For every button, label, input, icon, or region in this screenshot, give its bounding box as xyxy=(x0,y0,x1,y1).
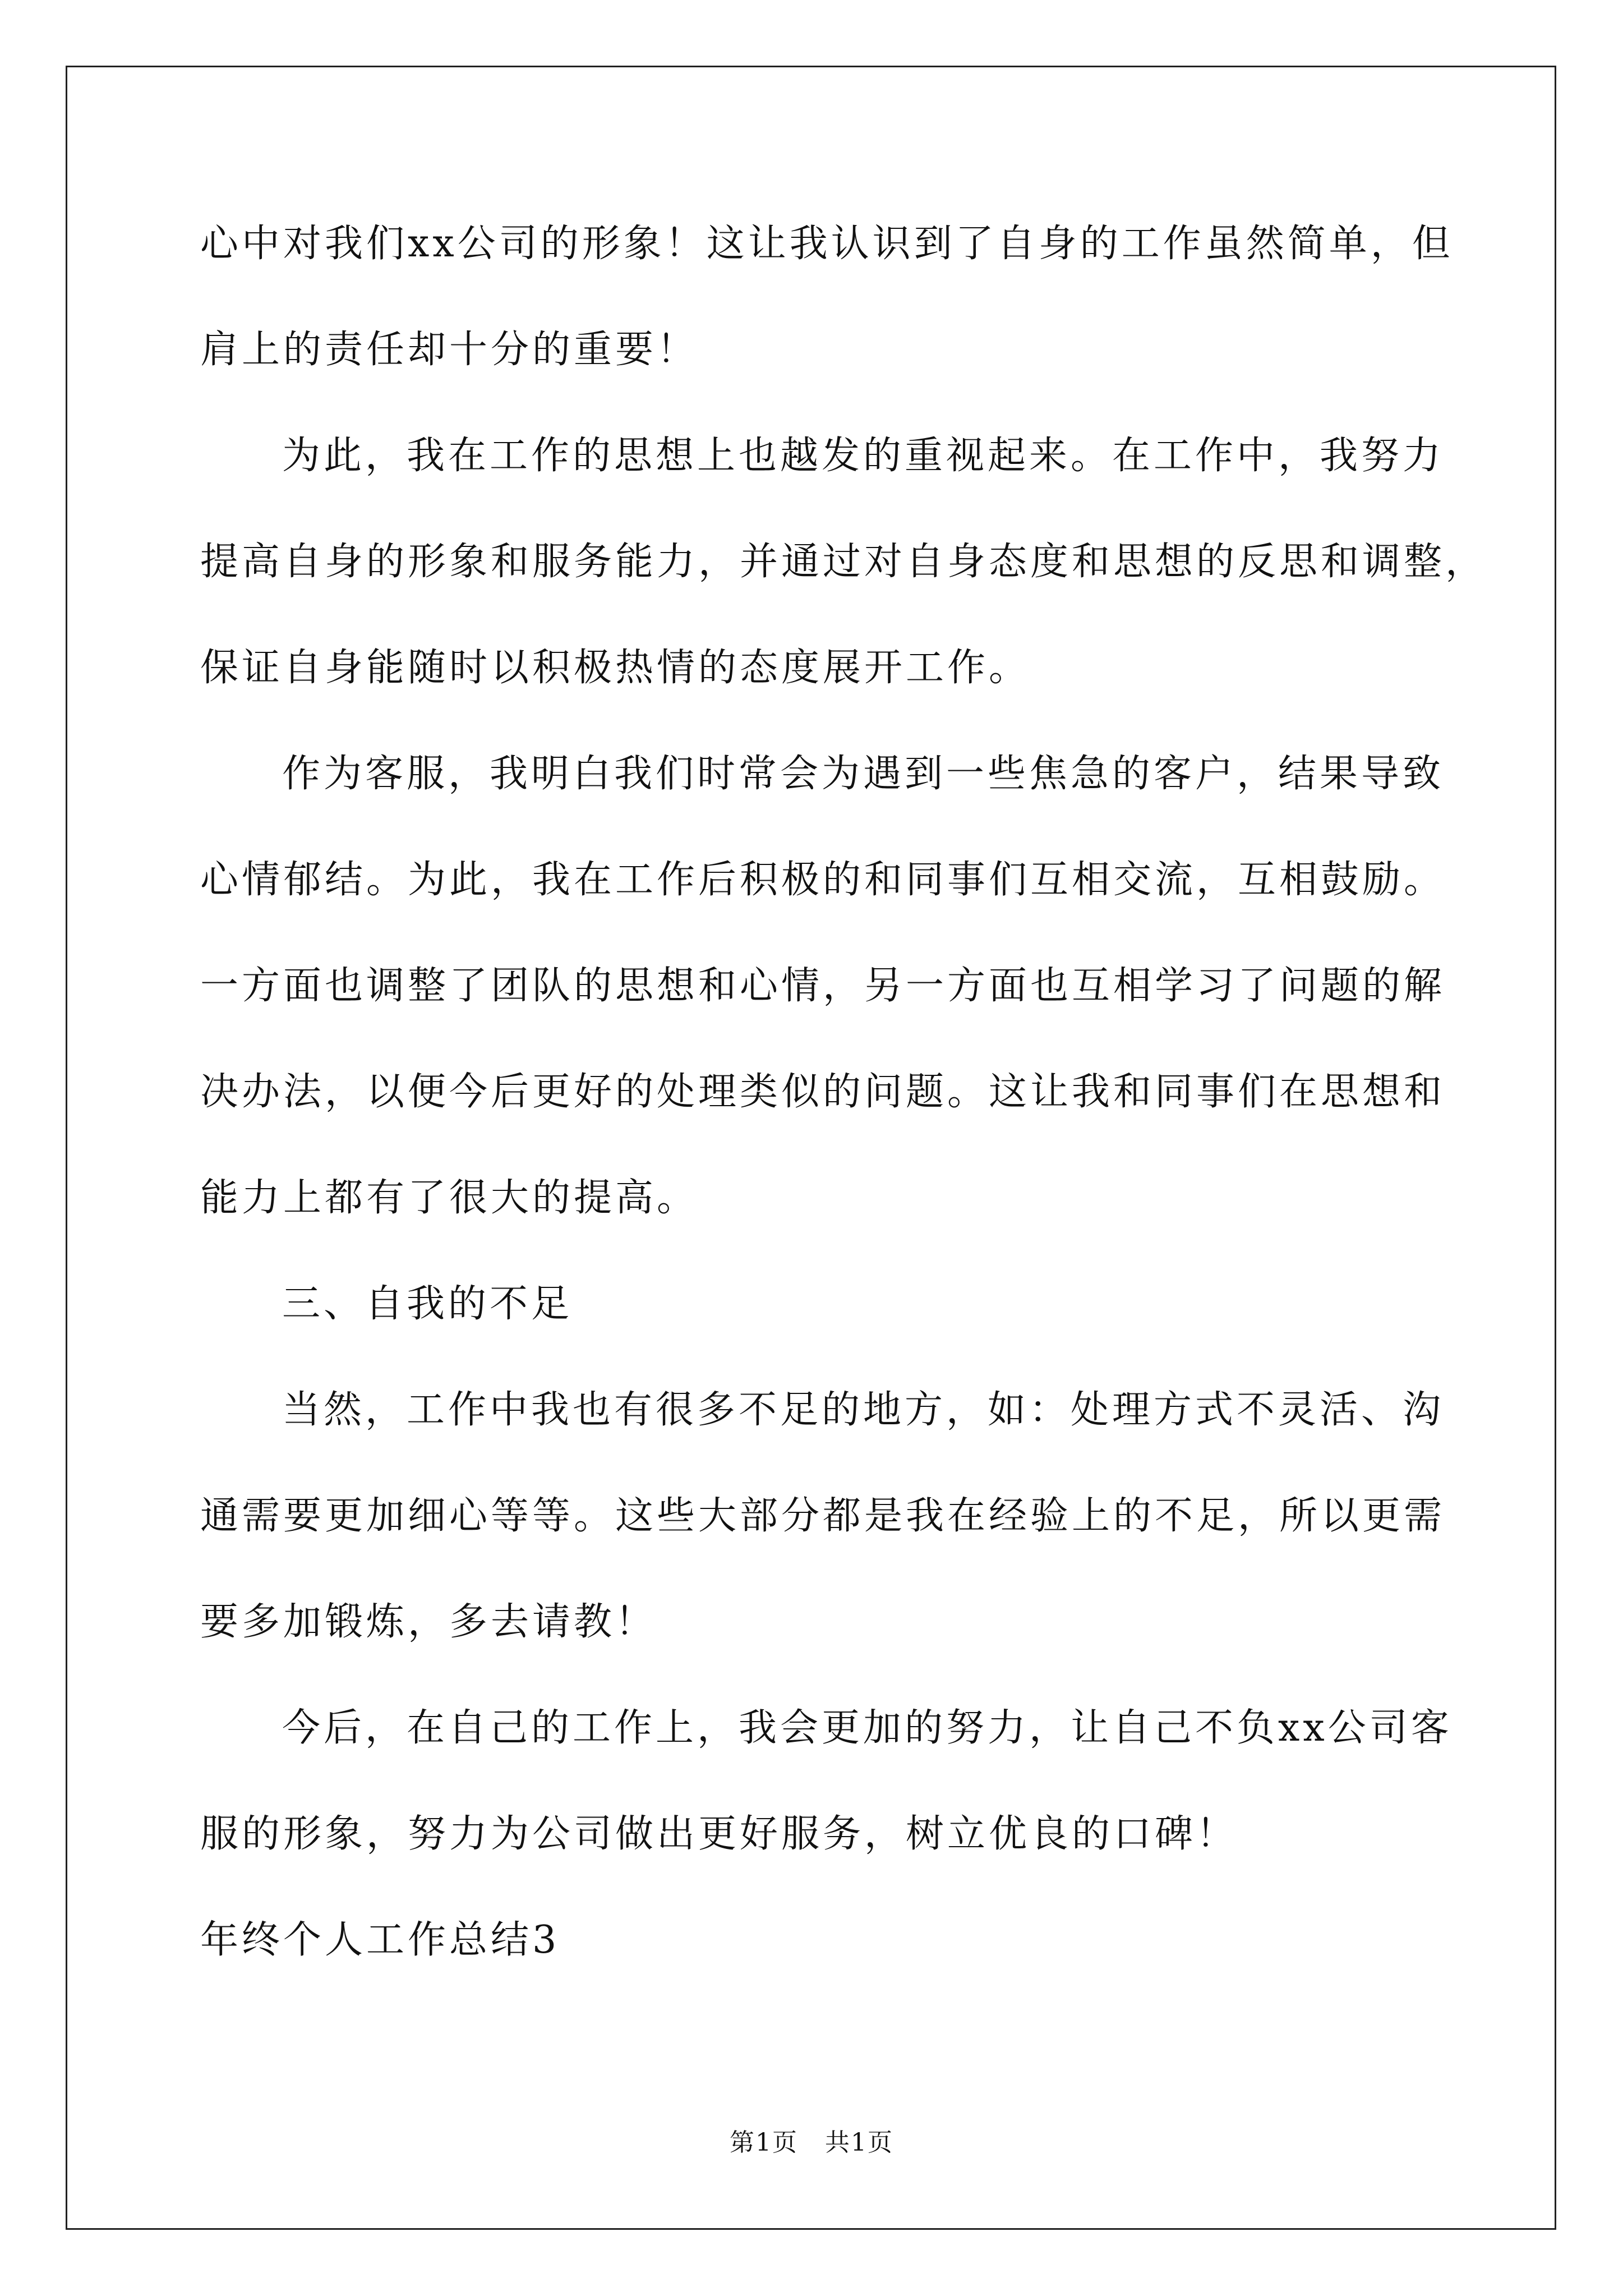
text-line: 为此，我在工作的思想上也越发的重视起来。在工作中，我努力 xyxy=(282,434,1445,478)
text-line: 心中对我们xx公司的形象！这让我认识到了自身的工作虽然简单，但 xyxy=(200,222,1454,266)
text-line: 要多加锻炼，多去请教！ xyxy=(200,1600,657,1644)
page-border xyxy=(66,66,1556,2230)
text-line: 提高自身的形象和服务能力，并通过对自身态度和思想的反思和调整， xyxy=(200,540,1487,584)
text-line: 能力上都有了很大的提高。 xyxy=(200,1176,699,1220)
text-line: 一方面也调整了团队的思想和心情，另一方面也互相学习了问题的解 xyxy=(200,964,1446,1008)
text-line: 决办法，以便今后更好的处理类似的问题。这让我和同事们在思想和 xyxy=(200,1070,1446,1114)
section-heading: 三、自我的不足 xyxy=(282,1282,573,1326)
text-line: 作为客服，我明白我们时常会为遇到一些焦急的客户，结果导致 xyxy=(282,752,1445,796)
text-line: 通需要更加细心等等。这些大部分都是我在经验上的不足，所以更需 xyxy=(200,1494,1446,1538)
text-line: 保证自身能随时以积极热情的态度展开工作。 xyxy=(200,646,1031,690)
page-number-footer: 第1页 共1页 xyxy=(730,2128,893,2157)
text-line: 心情郁结。为此，我在工作后积极的和同事们互相交流，互相鼓励。 xyxy=(200,858,1446,902)
text-line: 当然，工作中我也有很多不足的地方，如：处理方式不灵活、沟 xyxy=(282,1388,1445,1432)
text-line: 服的形象，努力为公司做出更好服务，树立优良的口碑！ xyxy=(200,1812,1238,1856)
text-line: 今后，在自己的工作上，我会更加的努力，让自己不负xx公司客 xyxy=(282,1706,1453,1750)
text-line: 肩上的责任却十分的重要！ xyxy=(200,328,699,372)
document-heading: 年终个人工作总结3 xyxy=(200,1918,560,1962)
